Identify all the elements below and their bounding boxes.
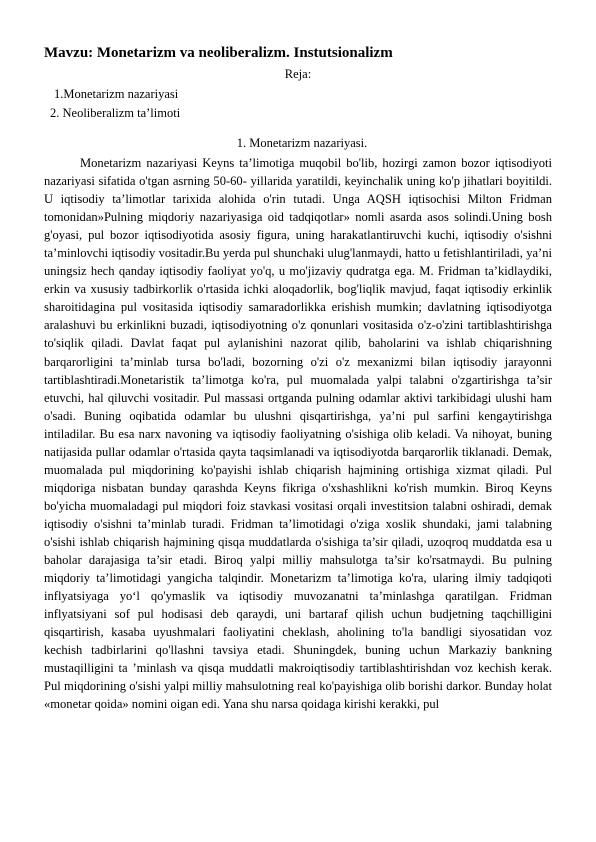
body-paragraph: Monetarizm nazariyasi Keyns ta’limotiga muqobil bo'lib, hozirgi zamon bozor iqtisodiyoti nazariyasi sifatida o'tgan asrning 50-60- yillarida yaratildi, keyinchalik uning ko'p jihatlari boyitildi. U iqtisodiy ta’limotlar tarixida alohida o'rin tutadi. Unga AQSH iqtisochisi Milton Fridman tomonidan»Pulning miqdoriy nazariyasiga oid tadqiqotlar» nomli asarda asos solindi.Uning bosh g'oyasi, pul bozor iqtisodiyotida asosiy figura, uning harakatlantiruvchi kuchi, iqtisodiy o'sishni ta’minlovchi iqtisodiy vositadir.Bu yerda pul shunchaki ulug'lanmaydi, hatto u fetishlantiriladi, ya’ni uningsiz hech qanday iqtisodiy faoliyat yo'q, u mo'jizaviy qudratga ega. M. Fridman ta’kidlaydiki, erkin va xususiy tadbirkorlik o'rtasida ichki aloqadorlik, bog'liqlik mavjud, faqat iqtisodiy erkinlik sharoitidagina pul vositasida iqtisodiy samaradorlikka erishish mumkin; davlatning iqtisodiyotga aralashuvi bu erkinlikni buzadi, iqtisodiyotning o'z qonunlari vositasida o'z-o'zini tartiblashtirishga to'siqlik qiladi. Davlat faqat pul aylanishini nazorat qilib, baholarini va ishlab chiqarishning barqarorligini ta’minlab tursa bo'ladi, bozorning o'zi o'z mexanizmi bilan iqtisodiy jarayonni tartiblashtiradi.Monetaristik ta’limotga ko'ra, pul muomalada yalpi talabni o'zgartirishga ta’sir etuvchi, hal qiluvchi vositadir. Pul massasi ortganda pulning odamlar aktivi tarkibidagi ulushi ham o'sadi. Buning oqibatida odamlar bu ulushni qisqartirishga, ya’ni pul sarfini kengaytirishga intiladilar. Bu esa narx navoning va iqtisodiy faoliyatning o'sishiga olib keladi. Va nihoyat, buning natijasida pullar odamlar o'rtasida qayta taqsimlanadi va iqtisodiyotda barqarorlik tiklanadi. Demak, muomalada pul miqdorining ko'payishi ishlab chiqarish hajmining ortishiga xizmat qiladi. Pul miqdoriga nisbatan bunday qarashda Keyns fikriga o'xshashlikni ko'rish mumkin. Biroq Keyns bo'yicha muomaladagi pul miqdori foiz stavkasi vositasi orqali investitsion talabni oshiradi, demak iqtisodiy o'sishni ta’minlab turadi. Fridman ta’limotidagi o'ziga xoslik shundaki, jami talabning o'sishi ishlab chiqarish hajmining qisqa muddatlarda o'sishiga ta’sir qiladi, uzoqroq muddatda esa u baholar darajasiga ta’sir etadi. Biroq yalpi milliy mahsulotga ta’sir ko'rsatmaydi. Bu pulning miqdoriy ta’limotidagi yangicha talqindir. Monetarizm ta’limotiga ko'ra, ularing ilmiy tadqiqoti inflyatsiyaga yo‘l qo'ymaslik va iqtisodiy muvozanatni ta’minlashga qaratilgan. Fridman inflyatsiyani sof pul hodisasi deb qaraydi, uni bartaraf qilish uchun budjetning taqchilligini qisqartirish, kasaba uyushmalari faoliyatini cheklash, aholining to'la bandligi siyosatidan voz kechish tadbirlarini qo'llashni tavsiya etadi. Shuningdek, buning uchun Markaziy bankning mustaqilligini ta ’minlash va qisqa muddatli makroiqtisodiy tartiblashtirishdan voz kechish kerak. Pul miqdorining o'sishi yalpi milliy mahsulotning real ko'payishiga olib borishi darkor. Bunday holat «monetar qoida» nomini oigan edi. Yana shu narsa qoidaga kirishi kerakki, pul — [44, 156, 552, 712]
plan-item-1: 1.Monetarizm nazariyasi — [54, 87, 179, 101]
document-title: Mavzu: Monetarizm va neoliberalizm. Instutsionalizm — [44, 45, 393, 61]
plan-item-2: 2. Neoliberalizm ta’limoti — [50, 106, 181, 120]
section-heading: 1. Monetarizm nazariyasi. — [236, 136, 368, 150]
plan-heading: Reja: — [284, 67, 312, 81]
